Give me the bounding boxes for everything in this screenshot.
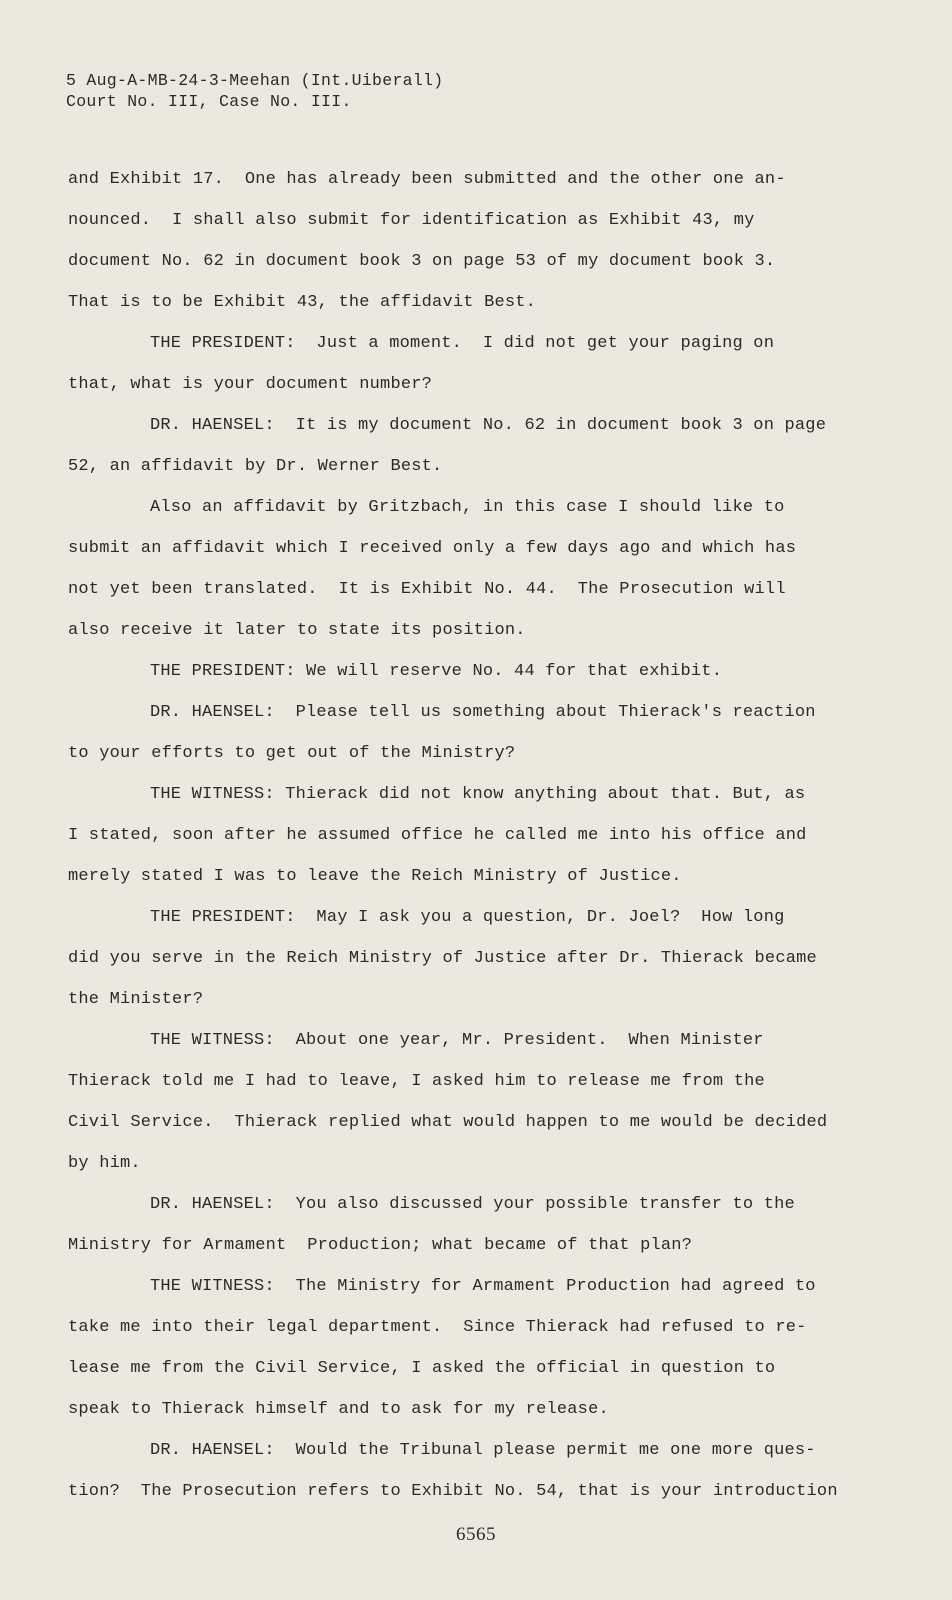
transcript-line: document No. 62 in document book 3 on page 53 of my document book 3.	[68, 252, 776, 271]
transcript-line: DR. HAENSEL: Please tell us something about Thierack's reaction	[150, 703, 816, 722]
transcript-line: take me into their legal department. Since Thierack had refused to re-	[68, 1318, 807, 1337]
transcript-line: THE PRESIDENT: May I ask you a question, Dr. Joel? How long	[150, 908, 785, 927]
transcript-line: the Minister?	[68, 990, 204, 1009]
transcript-line: THE PRESIDENT: We will reserve No. 44 for that exhibit.	[150, 662, 723, 681]
transcript-line: I stated, soon after he assumed office he called me into his office and	[68, 826, 807, 845]
transcript-body	[68, 170, 838, 1523]
transcript-line: THE WITNESS: The Ministry for Armament Production had agreed to	[150, 1277, 816, 1296]
transcript-line: Thierack told me I had to leave, I asked him to release me from the	[68, 1072, 765, 1091]
transcript-line: DR. HAENSEL: It is my document No. 62 in document book 3 on page	[150, 416, 827, 435]
transcript-line: That is to be Exhibit 43, the affidavit Best.	[68, 293, 537, 312]
header-court-line: Court No. III, Case No. III.	[66, 92, 352, 111]
header-reference-line: 5 Aug-A-MB-24-3-Meehan (Int.Uiberall)	[66, 71, 444, 90]
transcript-line: tion? The Prosecution refers to Exhibit No. 54, that is your introduction	[68, 1482, 838, 1501]
transcript-line: DR. HAENSEL: Would the Tribunal please permit me one more ques-	[150, 1441, 816, 1460]
transcript-line: and Exhibit 17. One has already been submitted and the other one an-	[68, 170, 786, 189]
transcript-line: also receive it later to state its position.	[68, 621, 526, 640]
transcript-line: did you serve in the Reich Ministry of Justice after Dr. Thierack became	[68, 949, 817, 968]
transcript-line: THE PRESIDENT: Just a moment. I did not get your paging on	[150, 334, 775, 353]
transcript-line: 52, an affidavit by Dr. Werner Best.	[68, 457, 443, 476]
transcript-line: submit an affidavit which I received only a few days ago and which has	[68, 539, 797, 558]
transcript-line: not yet been translated. It is Exhibit No. 44. The Prosecution will	[68, 580, 786, 599]
transcript-line: Also an affidavit by Gritzbach, in this case I should like to	[150, 498, 785, 517]
transcript-line: nounced. I shall also submit for identification as Exhibit 43, my	[68, 211, 755, 230]
transcript-line: DR. HAENSEL: You also discussed your possible transfer to the	[150, 1195, 795, 1214]
transcript-line: Civil Service. Thierack replied what would happen to me would be decided	[68, 1113, 828, 1132]
document-header	[66, 70, 443, 112]
transcript-line: lease me from the Civil Service, I asked the official in question to	[68, 1359, 776, 1378]
transcript-line: by him.	[68, 1154, 141, 1173]
transcript-line: merely stated I was to leave the Reich Ministry of Justice.	[68, 867, 682, 886]
transcript-line: Ministry for Armament Production; what became of that plan?	[68, 1236, 693, 1255]
transcript-line: that, what is your document number?	[68, 375, 433, 394]
transcript-line: THE WITNESS: About one year, Mr. President. When Minister	[150, 1031, 764, 1050]
transcript-line: to your efforts to get out of the Ministry?	[68, 744, 516, 763]
transcript-line: speak to Thierack himself and to ask for my release.	[68, 1400, 609, 1419]
transcript-line: THE WITNESS: Thierack did not know anything about that. But, as	[150, 785, 806, 804]
page-number: 6565	[456, 1524, 496, 1545]
